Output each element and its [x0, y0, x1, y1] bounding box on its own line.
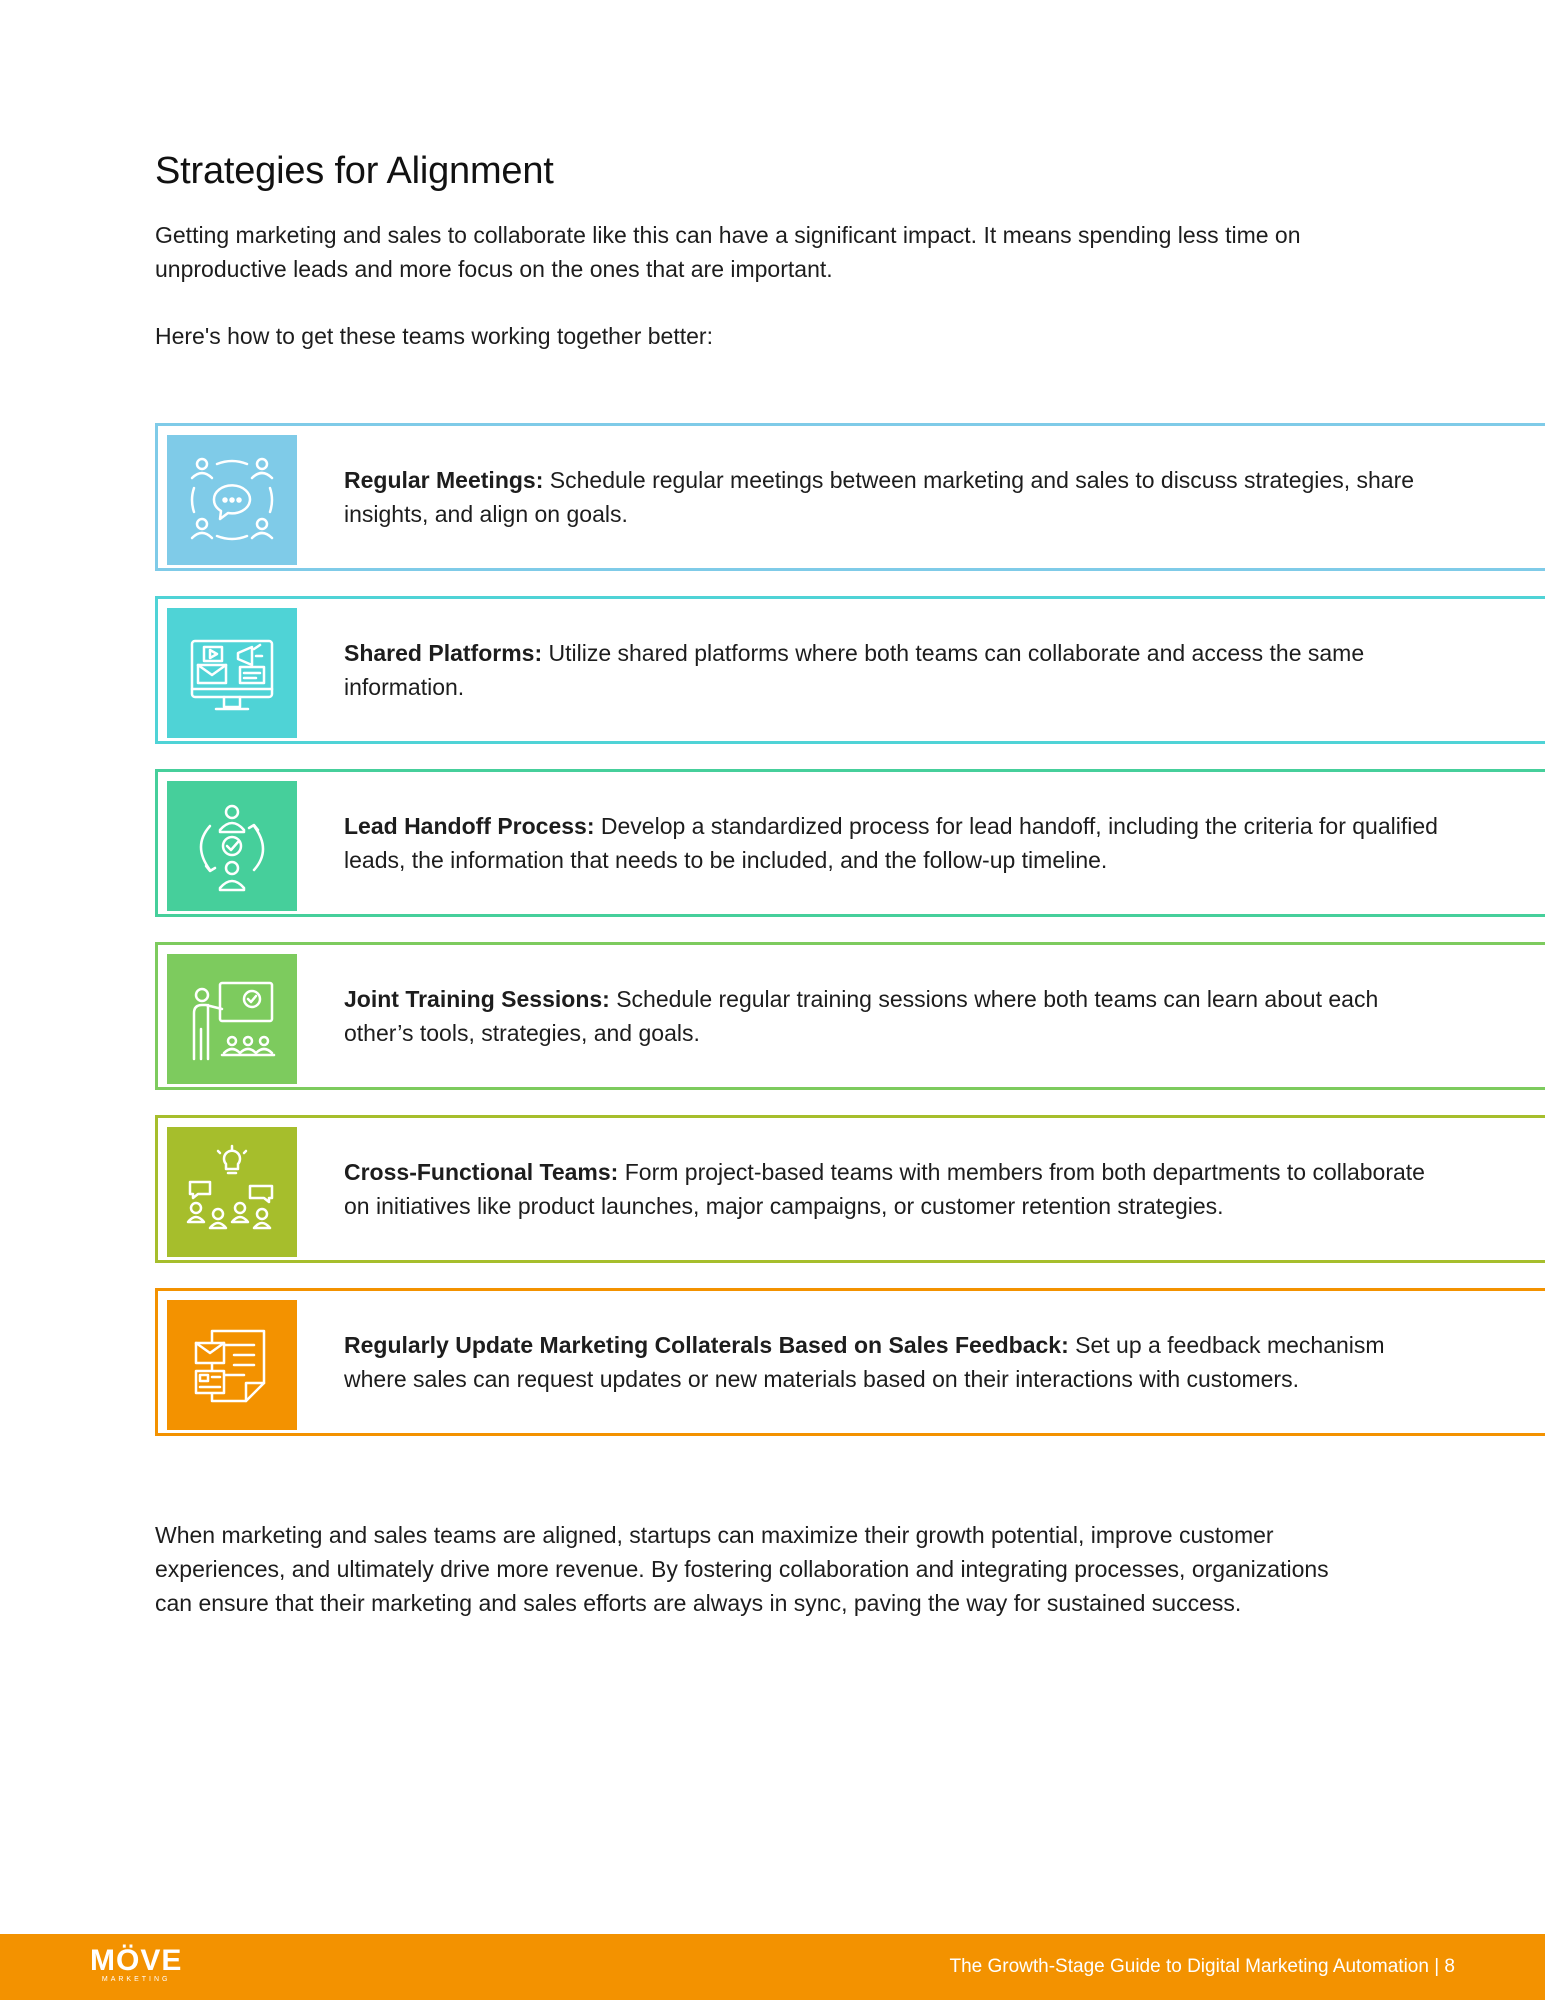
strategy-text: [344, 1118, 1444, 1260]
strategy-text: [344, 426, 1444, 568]
lead-handoff-icon: [167, 781, 297, 911]
lead-in-paragraph: Here's how to get these teams working together better:: [155, 323, 713, 349]
strategy-card-lead-handoff: [155, 769, 1545, 917]
footer-bar: [0, 1934, 1545, 2000]
strategy-card-cross-functional: [155, 1115, 1545, 1263]
meeting-people-icon: [167, 435, 297, 565]
collateral-update-icon: [167, 1300, 297, 1430]
strategy-description: Schedule regular meetings between marketing and sales to discuss strategies, share insights, and align on goals.: [344, 467, 1415, 527]
strategy-description: Schedule regular training sessions where both teams can learn about each other’s tools, strategies, and goals.: [344, 986, 1379, 1046]
strategy-title: Joint Training Sessions:: [344, 986, 610, 1012]
strategy-title: Cross-Functional Teams:: [344, 1159, 619, 1185]
strategy-title: Lead Handoff Process:: [344, 813, 595, 839]
strategy-description: Set up a feedback mechanism where sales can request updates or new materials based on their interactions with customers.: [344, 1332, 1385, 1392]
shared-platform-icon: [167, 608, 297, 738]
training-session-icon: [167, 954, 297, 1084]
strategy-card-shared-platforms: [155, 596, 1545, 744]
strategy-description: Develop a standardized process for lead handoff, including the criteria for qualified leads, the information that needs to be included, and the follow-up timeline.: [344, 813, 1438, 873]
strategy-text: [344, 945, 1444, 1087]
strategy-card-regular-meetings: [155, 423, 1545, 571]
intro-paragraph: Getting marketing and sales to collaborate like this can have a significant impact. It means spending less time on unproductive leads and more focus on the ones that are important.: [155, 222, 1301, 282]
strategy-title: Regularly Update Marketing Collaterals Based on Sales Feedback:: [344, 1332, 1069, 1358]
strategy-card-joint-training: [155, 942, 1545, 1090]
move-logo: [90, 1946, 182, 1984]
cross-functional-team-icon: [167, 1127, 297, 1257]
strategy-card-update-collaterals: [155, 1288, 1545, 1436]
page-title: Strategies for Alignment: [155, 150, 554, 192]
strategy-description: Utilize shared platforms where both teams can collaborate and access the same information.: [344, 640, 1365, 700]
strategy-title: Regular Meetings:: [344, 467, 544, 493]
footer-page-info: The Growth-Stage Guide to Digital Marketing Automation | 8: [949, 1956, 1455, 1977]
strategy-text: [344, 1291, 1444, 1433]
logo-subtitle: MARKETING: [101, 1976, 171, 1983]
logo-wordmark: MÖVE: [90, 1944, 183, 1977]
closing-paragraph: When marketing and sales teams are aligned, startups can maximize their growth potential, improve customer experiences, and ultimately drive more revenue. By fostering collaboration and integrating processes, organizations can ensure that their marketing and sales efforts are always in sync, paving the way for sustained success.: [155, 1522, 1329, 1616]
strategy-title: Shared Platforms:: [344, 640, 543, 666]
strategy-description: Form project-based teams with members from both departments to collaborate on initiatives like product launches, major campaigns, or customer retention strategies.: [344, 1159, 1425, 1219]
strategy-text: [344, 772, 1444, 914]
strategy-text: [344, 599, 1444, 741]
